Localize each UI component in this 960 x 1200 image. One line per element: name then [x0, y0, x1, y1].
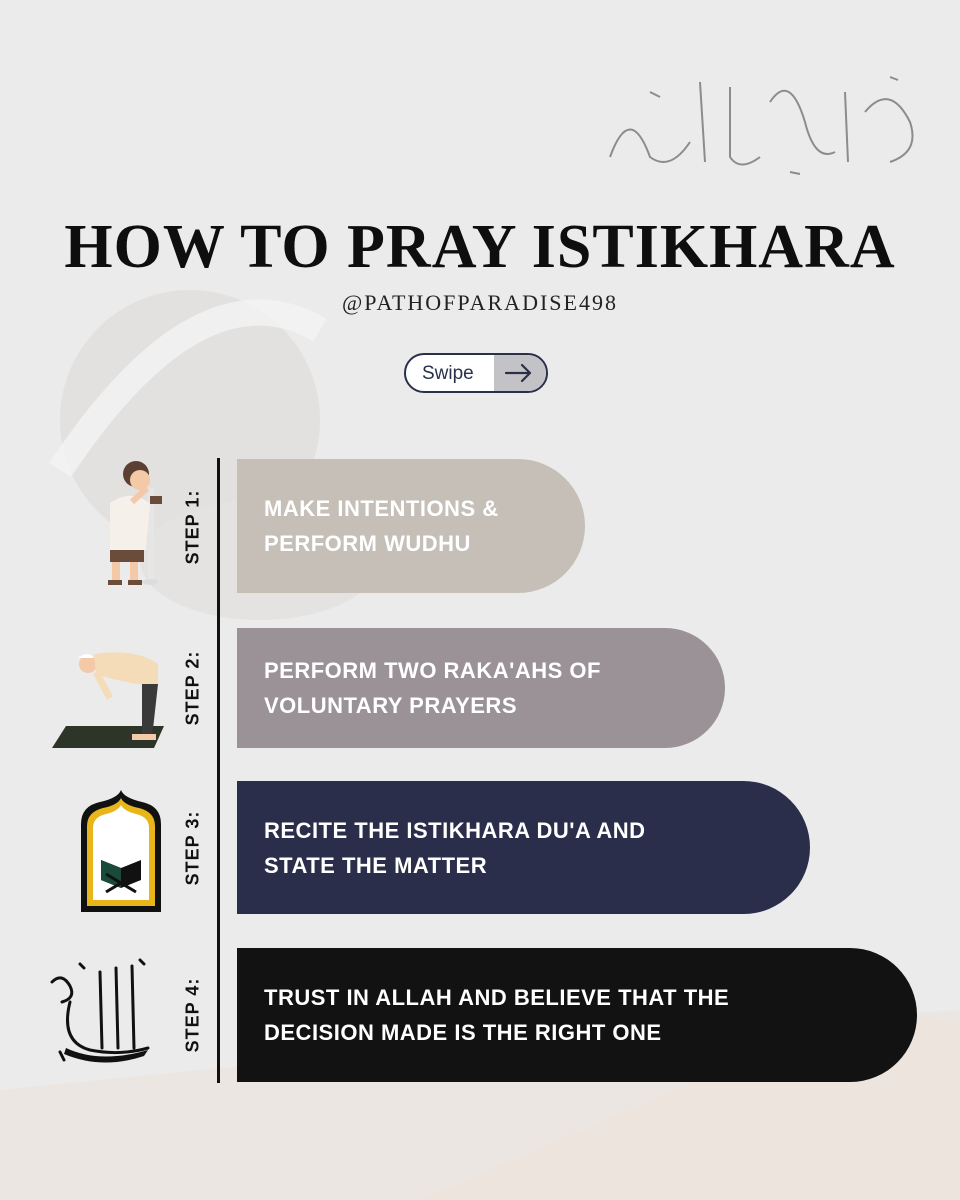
step-2-card	[237, 628, 725, 748]
account-handle: @PATHOFPARADISE498	[342, 290, 618, 315]
step-4-text: TRUST IN ALLAH AND BELIEVE THAT THE DECISION MADE IS THE RIGHT ONE	[264, 985, 730, 1045]
swipe-label: Swipe	[422, 363, 474, 384]
timeline-line	[217, 458, 220, 1083]
step-3-text: RECITE THE ISTIKHARA DU'A AND STATE THE MATTER	[264, 817, 646, 878]
praying-man-icon	[46, 646, 168, 752]
step-3-card	[237, 781, 810, 914]
page-title: HOW TO PRAY ISTIKHARA	[64, 213, 896, 281]
allah-calligraphy-icon	[40, 952, 158, 1070]
step-1-card	[237, 459, 585, 593]
step-1-text: MAKE INTENTIONS & PERFORM WUDHU	[264, 496, 499, 556]
arrow-right-icon	[504, 362, 534, 384]
calligraphy-outline-icon	[590, 62, 940, 182]
swipe-button[interactable]	[404, 353, 548, 393]
wudhu-boy-icon	[92, 458, 172, 590]
step-2-text: PERFORM TWO RAKA'AHS OF VOLUNTARY PRAYERS	[264, 658, 601, 718]
step-4-card	[237, 948, 917, 1082]
mihrab-quran-icon	[78, 788, 164, 916]
swipe-arrow-area	[494, 355, 546, 391]
arabic-calligraphy	[590, 62, 940, 182]
